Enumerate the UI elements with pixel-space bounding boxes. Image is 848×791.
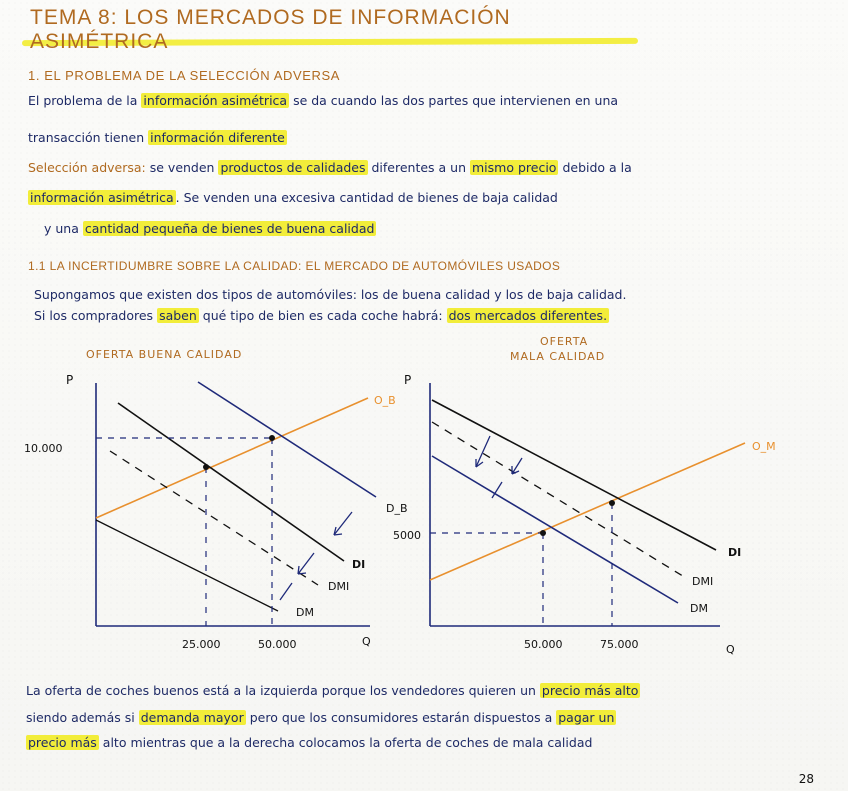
right-x-label: Q <box>726 643 735 656</box>
left-chart-label: OFERTA BUENA CALIDAD <box>86 348 243 361</box>
left-y-tick: 10.000 <box>24 442 63 455</box>
text: transacción tienen <box>28 130 145 145</box>
left-y-label: P <box>66 373 74 387</box>
text: alto mientras que a la derecha colocamos la oferta de coches de mala calidad <box>102 735 593 750</box>
left-supply-label: O_B <box>374 394 396 407</box>
section-1-1-title: 1.1 LA INCERTIDUMBRE SOBRE LA CALIDAD: EL MERCADO DE AUTOMÓVILES USADOS <box>28 259 561 273</box>
right-y-label: P <box>404 373 412 387</box>
highlight: precio más <box>28 735 97 750</box>
left-db-label: D_B <box>386 502 408 515</box>
right-dm-label: DM <box>690 602 708 615</box>
right-di-label: DI <box>728 546 742 559</box>
bottom-line-2 <box>26 710 616 725</box>
left-x-tick-1: 25.000 <box>182 638 221 651</box>
page-number: 28 <box>798 772 814 786</box>
right-chart-label-2: MALA CALIDAD <box>510 350 606 363</box>
text: . Se venden una excesiva cantidad de bienes de baja calidad <box>175 190 558 205</box>
left-x-tick-2: 50.000 <box>258 638 297 651</box>
highlight: precio más alto <box>541 683 639 698</box>
left-demand-dmi <box>110 451 318 585</box>
left-dm-label: DM <box>296 606 314 619</box>
right-x-tick-2: 75.000 <box>600 638 639 651</box>
highlight: información asimétrica <box>30 190 174 205</box>
text: siendo además si <box>26 710 135 725</box>
paragraph-3-line-1: Supongamos que existen dos tipos de automóviles: los de buena calidad y los de baja calidad. <box>34 287 627 302</box>
left-demand-dm <box>96 520 278 611</box>
right-y-tick: 5000 <box>393 529 421 542</box>
left-demand-db <box>198 382 376 497</box>
highlight: dos mercados diferentes. <box>448 308 608 323</box>
left-eq-point-b <box>269 435 275 441</box>
highlight: pagar un <box>558 710 615 725</box>
right-x-tick-1: 50.000 <box>524 638 563 651</box>
bottom-line-1 <box>26 683 640 698</box>
page-title: TEMA 8: LOS MERCADOS DE INFORMACIÓN ASIMÉTRICA <box>30 6 511 53</box>
text: diferentes a un <box>371 160 467 175</box>
left-dmi-label: DMI <box>328 580 350 593</box>
right-eq-point-m <box>540 530 546 536</box>
text: Si los compradores <box>34 308 154 323</box>
left-arrow-1 <box>334 512 352 535</box>
right-demand-dm <box>432 456 678 603</box>
highlight: mismo precio <box>472 160 557 175</box>
left-arrow-3 <box>280 583 292 600</box>
left-x-label: Q <box>362 635 371 648</box>
text: debido a la <box>562 160 632 175</box>
right-demand-dmi <box>432 422 686 578</box>
text: qué tipo de bien es cada coche habrá: <box>202 308 443 323</box>
highlight: demanda mayor <box>140 710 244 725</box>
text: El problema de la <box>28 93 138 108</box>
left-arrow-2 <box>298 553 314 574</box>
section-1-title: 1. EL PROBLEMA DE LA SELECCIÓN ADVERSA <box>28 68 341 83</box>
text: se venden <box>149 160 215 175</box>
right-supply-label: O_M <box>752 440 776 453</box>
text: La oferta de coches buenos está a la izquierda porque los vendedores quieren un <box>26 683 536 698</box>
highlight: cantidad pequeña de bienes de buena calidad <box>84 221 375 236</box>
highlight: información asimétrica <box>143 93 288 108</box>
text: se da cuando las dos partes que intervienen en una <box>293 93 619 108</box>
left-eq-point-i <box>203 464 209 470</box>
highlight: información diferente <box>150 130 285 145</box>
highlight: productos de calidades <box>220 160 366 175</box>
text: pero que los consumidores estarán dispuestos a <box>249 710 553 725</box>
left-di-label: DI <box>352 558 366 571</box>
right-chart-label-1: OFERTA <box>540 335 589 348</box>
right-dmi-label: DMI <box>692 575 714 588</box>
left-demand-di <box>118 403 344 561</box>
text: y una <box>44 221 79 236</box>
right-eq-point-i <box>609 500 615 506</box>
bottom-line-3 <box>26 735 592 750</box>
highlight: saben <box>159 308 197 323</box>
label: Selección adversa: <box>28 160 146 175</box>
